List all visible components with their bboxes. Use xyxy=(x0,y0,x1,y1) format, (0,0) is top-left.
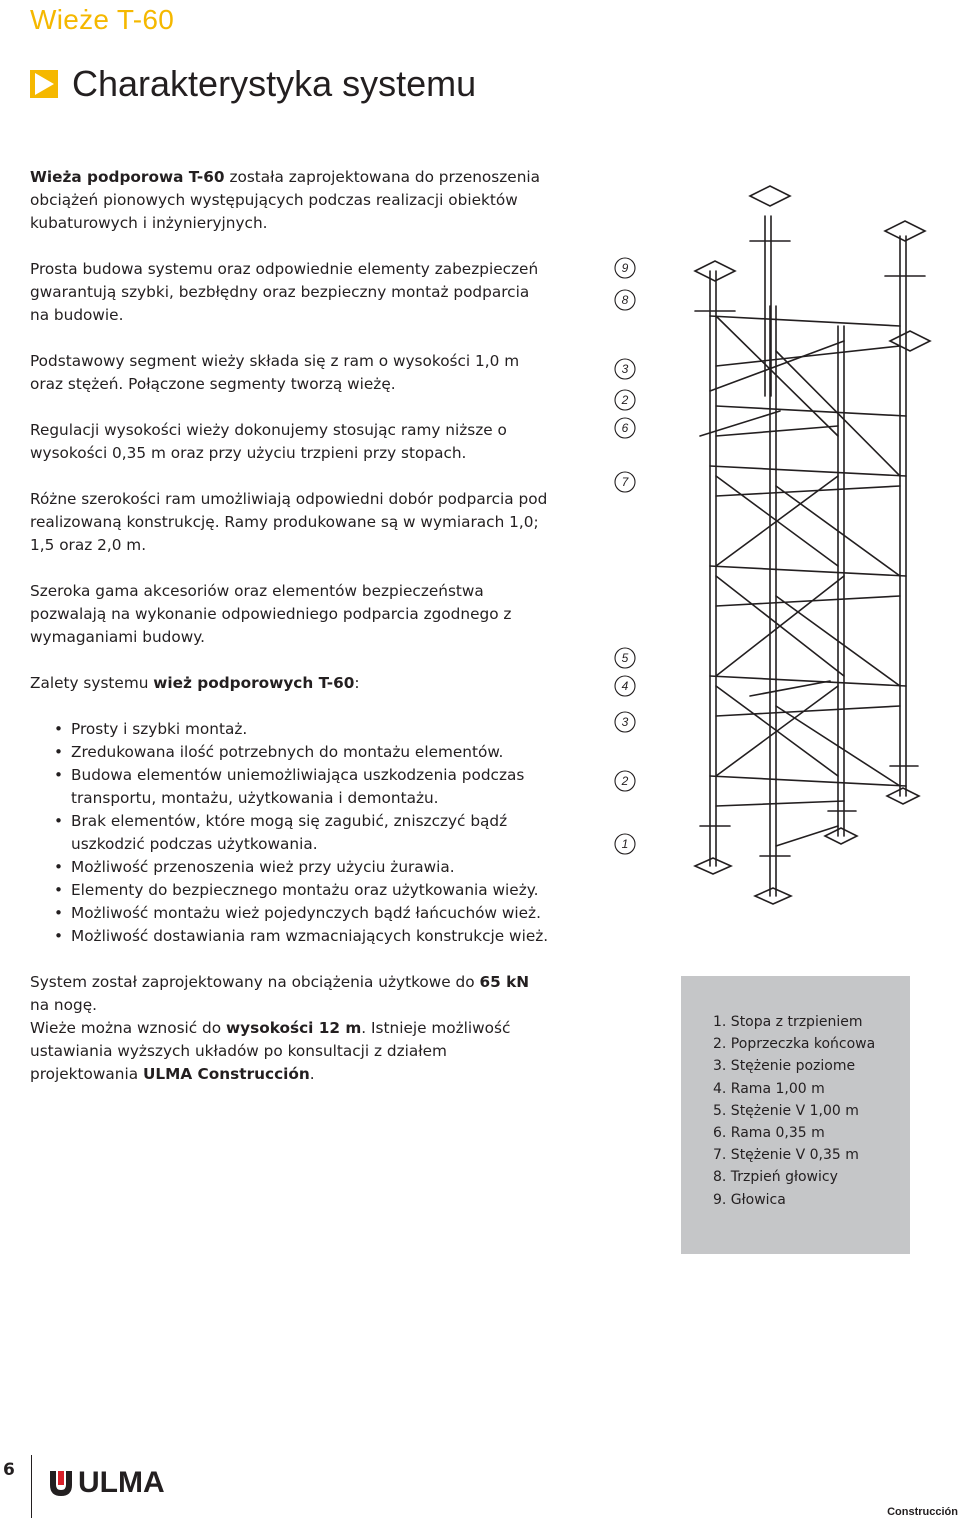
callout-8: 8 xyxy=(621,293,629,307)
callout-5: 5 xyxy=(621,651,629,665)
list-item: • Możliwość dostawiania ram wzmacniających konstrukcje wież. xyxy=(30,925,550,948)
load-value: 65 kN xyxy=(479,973,530,991)
legend-item: 3. Stężenie poziome xyxy=(713,1058,856,1075)
company-name: ULMA Construcción xyxy=(142,1065,310,1083)
advantages-lead xyxy=(30,672,550,695)
legend-item: 8. Trzpień głowicy xyxy=(713,1169,838,1186)
callout-3b: 3 xyxy=(621,715,629,729)
play-arrow-icon xyxy=(30,70,58,98)
legend-list xyxy=(713,1011,875,1211)
section-header: Wieże T-60 xyxy=(30,4,175,35)
intro-paragraph-4: Regulacji wysokości wieży dokonujemy stosując ramy niższe o wysokości 0,35 m oraz przy użyciu trzpieni przy stopach. xyxy=(30,421,507,462)
ulma-logo xyxy=(48,1466,165,1500)
intro-paragraph-1 xyxy=(30,166,550,235)
advantages-lead-end: : xyxy=(354,674,360,692)
callout-labels xyxy=(615,258,635,854)
intro-paragraph-1-text: została zaprojektowana do przenoszenia obciążeń pionowych występujących podczas realizacji obiektów kubaturowych i inżynieryjnych. xyxy=(30,168,541,232)
advantages-lead-bold: wież podporowych T-60 xyxy=(153,674,355,692)
callout-1: 1 xyxy=(621,837,629,851)
closing-text-2: na nogę. xyxy=(30,996,97,1014)
list-item: • Brak elementów, które mogą się zagubić, zniszczyć bądź uszkodzić podczas użytkowania. xyxy=(30,810,550,856)
callout-3: 3 xyxy=(621,362,629,376)
callout-2: 2 xyxy=(621,393,629,407)
list-item: • Prosty i szybki montaż. xyxy=(30,718,550,741)
title-row xyxy=(30,62,476,106)
advantages-list xyxy=(30,718,550,948)
legend-item: 6. Rama 0,35 m xyxy=(713,1125,825,1142)
legend-item: 7. Stężenie V 0,35 m xyxy=(713,1147,859,1164)
closing-text-4: . Istnieje możliwość ustawiania wyższych układów po konsultacji z działem projektowania xyxy=(30,1019,511,1083)
frame-rungs xyxy=(710,316,906,846)
page-title: Charakterystyka systemu xyxy=(72,63,477,104)
closing-text-5: . xyxy=(309,1065,315,1083)
ulma-logo-icon xyxy=(48,1469,74,1497)
closing-paragraph xyxy=(30,971,550,1086)
closing-text-3: Wieże można wznosić do xyxy=(30,1019,226,1037)
list-item: • Możliwość montażu wież pojedynczych bądź łańcuchów wież. xyxy=(30,902,550,925)
intro-paragraph-5: Różne szerokości ram umożliwiają odpowiedni dobór podparcia pod realizowaną konstrukcję. Ramy produkowane są w wymiarach 1,0; 1,5 oraz 2,0 m. xyxy=(30,490,548,554)
list-item: • Elementy do bezpiecznego montażu oraz użytkowania wieży. xyxy=(30,879,550,902)
logo-text: ULMA xyxy=(78,1466,165,1499)
callout-4: 4 xyxy=(621,679,629,693)
callout-2b: 2 xyxy=(621,774,629,788)
intro-paragraph-6: Szeroka gama akcesoriów oraz elementów bezpieczeństwa pozwalają na wykonanie odpowiedniego podparcia zgodnego z wymaganiami budowy. xyxy=(30,582,512,646)
advantages-lead-text: Zalety systemu xyxy=(30,674,154,692)
product-name: Wieża podporowa T-60 xyxy=(30,168,225,186)
body-text xyxy=(30,166,550,1109)
page-number: 6 xyxy=(3,1460,15,1480)
callout-7: 7 xyxy=(621,475,629,489)
legend-item: 9. Głowica xyxy=(713,1191,786,1208)
legend-item: 4. Rama 1,00 m xyxy=(713,1080,825,1097)
list-item: • Możliwość przenoszenia wież przy użyciu żurawia. xyxy=(30,856,550,879)
legend-item: 5. Stężenie V 1,00 m xyxy=(713,1102,859,1119)
callout-9: 9 xyxy=(621,261,629,275)
intro-paragraph-2: Prosta budowa systemu oraz odpowiednie elementy zabezpieczeń gwarantują szybki, bezbłędny oraz bezpieczny montaż podparcia na budowie. xyxy=(30,260,539,324)
base-plates xyxy=(695,766,919,904)
brand-footer: Construcción xyxy=(887,1506,958,1518)
list-item: • Budowa elementów uniemożliwiająca uszkodzenia podczas transportu, montażu, użytkowania i demontażu. xyxy=(30,764,550,810)
tower-diagram xyxy=(600,176,960,916)
legend-item: 1. Stopa z trzpieniem xyxy=(713,1014,863,1030)
closing-text-1: System został zaprojektowany na obciążenia użytkowe do xyxy=(30,973,480,991)
legend-item: 2. Poprzeczka końcowa xyxy=(713,1036,876,1053)
list-item: • Zredukowana ilość potrzebnych do montażu elementów. xyxy=(30,741,550,764)
height-value: wysokości 12 m xyxy=(226,1019,362,1037)
callout-6: 6 xyxy=(621,421,629,435)
intro-paragraph-3: Podstawowy segment wieży składa się z ram o wysokości 1,0 m oraz stężeń. Połączone segmenty tworzą wieżę. xyxy=(30,352,520,393)
footer-divider xyxy=(31,1455,32,1518)
